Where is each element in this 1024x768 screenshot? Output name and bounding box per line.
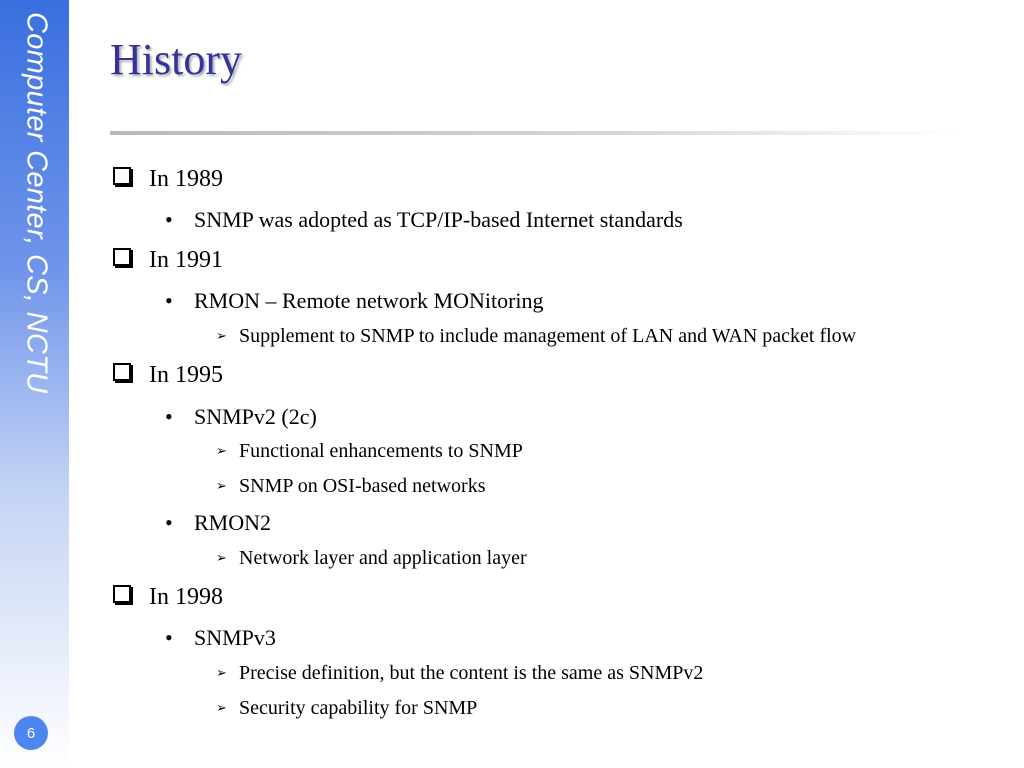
bullet-level2: • SNMP was adopted as TCP/IP-based Internet standards (165, 207, 683, 232)
dot-bullet-icon: • (165, 404, 173, 429)
checkbox-bullet-icon (113, 363, 131, 381)
checkbox-bullet-icon (113, 585, 131, 603)
title-divider (110, 131, 960, 135)
checkbox-bullet-icon (113, 248, 131, 266)
dot-bullet-icon: • (165, 288, 173, 313)
dot-bullet-icon: • (165, 510, 173, 535)
dot-bullet-icon: • (165, 625, 173, 650)
bullet-level3: ➢ Security capability for SNMP (216, 697, 478, 719)
bullet-level3: ➢ Network layer and application layer (216, 547, 527, 569)
dot-bullet-icon: • (165, 207, 173, 232)
bullet-level2: • RMON2 (165, 510, 272, 535)
bullet-level3: ➢ Supplement to SNMP to include management of LAN and WAN packet flow (216, 325, 857, 347)
arrow-bullet-icon: ➢ (216, 329, 227, 344)
bullet-level1: In 1989 (113, 166, 223, 193)
bullet-level1: In 1998 (113, 584, 223, 611)
slide-title: History (110, 35, 242, 84)
arrow-bullet-icon: ➢ (216, 479, 227, 494)
page-number-badge: 6 (14, 716, 48, 750)
bullet-level1: In 1991 (113, 247, 223, 274)
arrow-bullet-icon: ➢ (216, 444, 227, 459)
bullet-level2: • SNMPv3 (165, 625, 276, 650)
bullet-level3: ➢ Precise definition, but the content is the same as SNMPv2 (216, 662, 704, 684)
sidebar-banner (0, 0, 69, 768)
bullet-level1: In 1995 (113, 362, 223, 389)
arrow-bullet-icon: ➢ (216, 701, 227, 716)
bullet-level3: ➢ Functional enhancements to SNMP (216, 440, 523, 462)
sidebar-label: Computer Center, CS, NCTU (20, 12, 53, 394)
checkbox-bullet-icon (113, 167, 131, 185)
bullet-level2: • SNMPv2 (2c) (165, 404, 317, 429)
bullet-level3: ➢ SNMP on OSI-based networks (216, 475, 486, 497)
bullet-level2: • RMON – Remote network MONitoring (165, 288, 544, 313)
arrow-bullet-icon: ➢ (216, 551, 227, 566)
arrow-bullet-icon: ➢ (216, 666, 227, 681)
